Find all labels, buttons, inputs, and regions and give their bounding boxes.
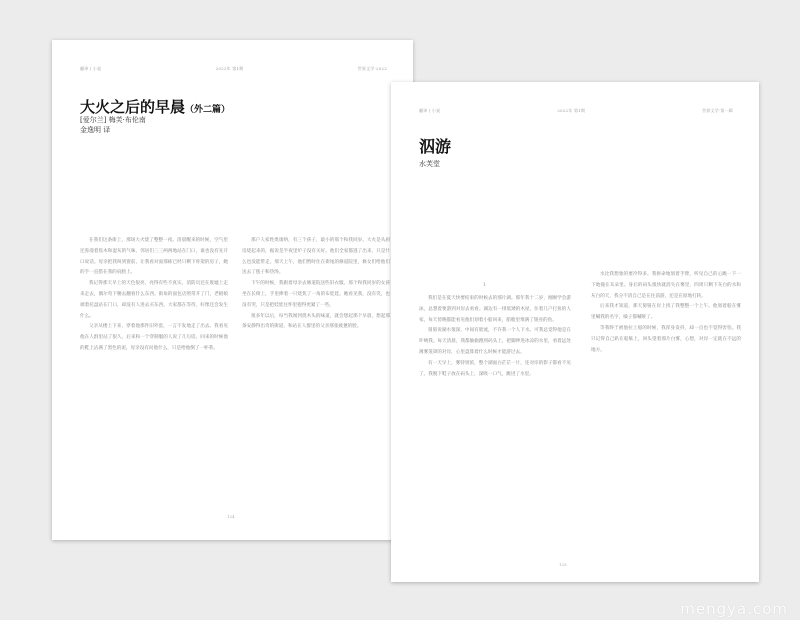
header-left: 翻译 | 小说 [419, 108, 441, 113]
header-right: 世界文学·2022 [357, 66, 387, 71]
paragraph: 水比我想象的要冷得多。我拼命地划着手臂，听见自己的心跳一下一下地撞在耳朵里。身后的码头很快就消失在雾里，四周只剩下灰白的水和灰白的天，我分不清自己是在往前游，还是在原地打转。 [591, 272, 741, 299]
body-column-2 [242, 236, 390, 506]
body-column-2 [591, 270, 741, 450]
paragraph: 等我终于被他拉上船的时候，我浑身发抖，却一点也不觉得害怕。我只记得自己趴在船舷上，回头望着那片白雾，心想，对岸一定就在不远的地方。 [591, 325, 741, 353]
author: 水芙堂 [419, 160, 440, 168]
paragraph: 我们是在夏天快要结束的时候去的那片湖。那年我十二岁，刚刚学会游泳，总想着要游到对岸去看看。湖边有一排低矮的木屋，住着几户打鱼的人家，每天傍晚都能看见他们划着小船回来，船舱里堆满了银亮的鱼。 [419, 296, 571, 323]
paragraph: 有一天早上，雾特别浓，整个湖面白茫茫一片，连对岸的影子都看不见了。我脱下鞋子放在码头上，深吸一口气，跳进了水里。 [419, 360, 571, 377]
right-page [391, 82, 759, 582]
section-number: 1 [483, 282, 487, 288]
body-column-1 [80, 236, 228, 532]
header-right: 世界文学·第一辑 [702, 108, 733, 113]
paragraph: 后来我才知道，那天舅舅在岸上找了我整整一个上午。他划着船在雾里喊我的名字，嗓子都喊哑了。 [591, 304, 741, 321]
paragraph: 父亲从楼上下来，穿着他那件旧外套，一言不发地走了出去。我看见他在人群里站了很久，后来和一个穿制服的人说了几句话。回来的时候他的鞋上沾满了黑色的泥，母亲没有问他什么，只是给他倒了一杯茶。 [80, 324, 228, 351]
running-head [80, 66, 387, 72]
running-head [419, 108, 733, 114]
paragraph: 我记得那天早上的天色很亮，亮得有些不真实。消防员还在废墟上走来走去，偶尔弯下腰去翻看什么东西。街角的面包店照常开了门，老板娘端着托盘站在门口，却没有人进去买东西。大家都在等待，好像还会发生什么。 [80, 281, 228, 319]
header-center: 2022年 第1期 [215, 66, 244, 71]
paragraph: 在我们这条街上，那场大火烧了整整一夜。清晨醒来的时候，空气里还弥漫着焦木和湿灰的气味，邻居们三三两两地站在门口，谁也没有先开口说话。母亲把我叫到窗前，让我看对面那栋已经只剩下骨架的房子，她的手一直搭在我的肩膀上。 [80, 238, 228, 276]
article-title [80, 96, 230, 117]
byline [80, 116, 146, 135]
paragraph: 舅舅说湖水很深，中间有暗流，不许我一个人下水。可我总觉得他是在吓唬我。每天清晨，我都偷偷跑到码头上，把脚伸进冰凉的水里，看着远处薄雾笼罩的对岸，心里盘算着什么时候才能游过去。 [419, 328, 571, 355]
page-number: 124 [227, 514, 235, 519]
title-suffix: （外二篇） [185, 105, 231, 115]
watermark: mengya.com [680, 600, 788, 618]
paragraph: 那户人家姓奥康纳，有三个孩子，最小的那个和我同岁。大火是从厨房烧起来的，据说是半夜里炉子没有关好。他们全家都逃了出来，只是什么也没能带走。那天上午，他们暂时住在街尾的修道院里，修女们给他们送去了毯子和热汤。 [242, 238, 390, 276]
article-title: 泅游 [419, 137, 452, 156]
header-center: 2022年 第1期 [557, 108, 586, 113]
page-number: 125 [559, 562, 567, 567]
body-column-1 [419, 294, 571, 550]
paragraph: 很多年以后，每当我闻到烧木头的味道，就会想起那个早晨，想起那条安静得出奇的街道，和站在人群里的父亲那张疲惫的脸。 [242, 313, 390, 330]
translator: 金逸明 译 [80, 125, 111, 134]
title-text: 大火之后的早晨 [80, 98, 186, 116]
header-left: 翻译 | 小说 [80, 66, 102, 71]
left-page [52, 40, 413, 540]
author: [爱尔兰] 梅芙·布伦南 [80, 116, 146, 124]
paragraph: 下午的时候，我跟着母亲去修道院送些旧衣服。那个和我同岁的女孩坐在长椅上，手里捧着一只烧焦了一角的布娃娃。她看见我，没有笑，也没有哭，只是把娃娃往怀里抱得更紧了一些。 [242, 281, 390, 308]
